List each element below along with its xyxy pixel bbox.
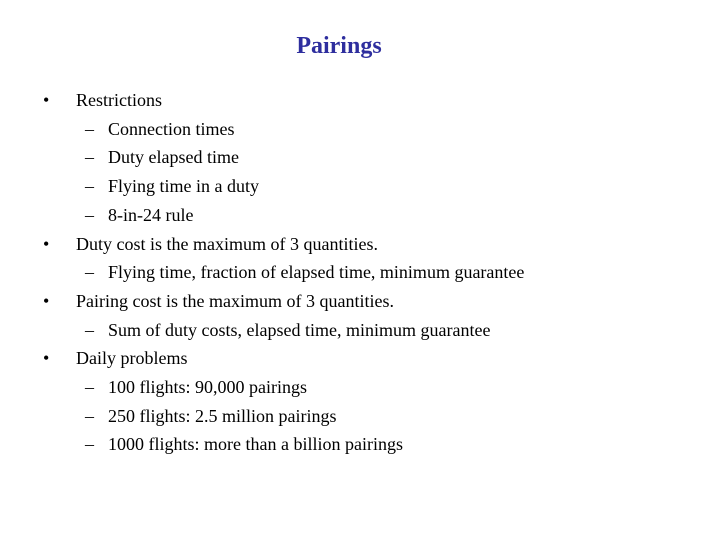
dash-marker-icon: – (85, 262, 94, 283)
bullet-text: Duty cost is the maximum of 3 quantities. (76, 233, 378, 254)
sub-item (30, 201, 700, 230)
sub-item-text: Flying time in a duty (108, 176, 259, 197)
bullet-text: Daily problems (76, 348, 188, 369)
sub-item-text: 100 flights: 90,000 pairings (108, 377, 307, 398)
sub-item (30, 430, 700, 459)
bullet-text: Restrictions (76, 90, 162, 110)
sub-item-text: Sum of duty costs, elapsed time, minimum guarantee (108, 319, 491, 340)
bullet-item-duty-cost (30, 230, 700, 259)
dash-marker-icon: – (85, 377, 94, 398)
bullet-marker-icon: • (43, 233, 50, 254)
bullet-item-daily-problems (30, 344, 700, 373)
dash-marker-icon: – (85, 176, 94, 197)
dash-marker-icon: – (85, 319, 94, 340)
sub-item-text: 1000 flights: more than a billion pairings (108, 434, 403, 455)
bullet-item-restrictions (30, 86, 700, 115)
sub-item (30, 373, 700, 402)
sub-item-text: Duty elapsed time (108, 147, 239, 168)
sub-item-text: 250 flights: 2.5 million pairings (108, 405, 337, 426)
sub-item-text: 8-in-24 rule (108, 204, 194, 225)
dash-marker-icon: – (85, 405, 94, 426)
dash-marker-icon: – (85, 147, 94, 168)
sub-item (30, 172, 700, 201)
bullet-item-pairing-cost (30, 287, 700, 316)
sub-item (30, 316, 700, 345)
dash-marker-icon: – (85, 434, 94, 455)
dash-marker-icon: – (85, 118, 94, 139)
bullet-marker-icon: • (43, 290, 50, 311)
bullet-list (30, 86, 700, 459)
bullet-text: Pairing cost is the maximum of 3 quantities. (76, 290, 394, 311)
bullet-marker-icon: • (43, 90, 50, 110)
sub-item (30, 258, 700, 287)
sub-item-text: Flying time, fraction of elapsed time, minimum guarantee (108, 262, 525, 283)
sub-item (30, 402, 700, 431)
slide-title: Pairings (296, 33, 382, 59)
sub-item (30, 115, 700, 144)
sub-item (30, 143, 700, 172)
sub-item-text: Connection times (108, 118, 235, 139)
dash-marker-icon: – (85, 204, 94, 225)
bullet-marker-icon: • (43, 348, 50, 369)
